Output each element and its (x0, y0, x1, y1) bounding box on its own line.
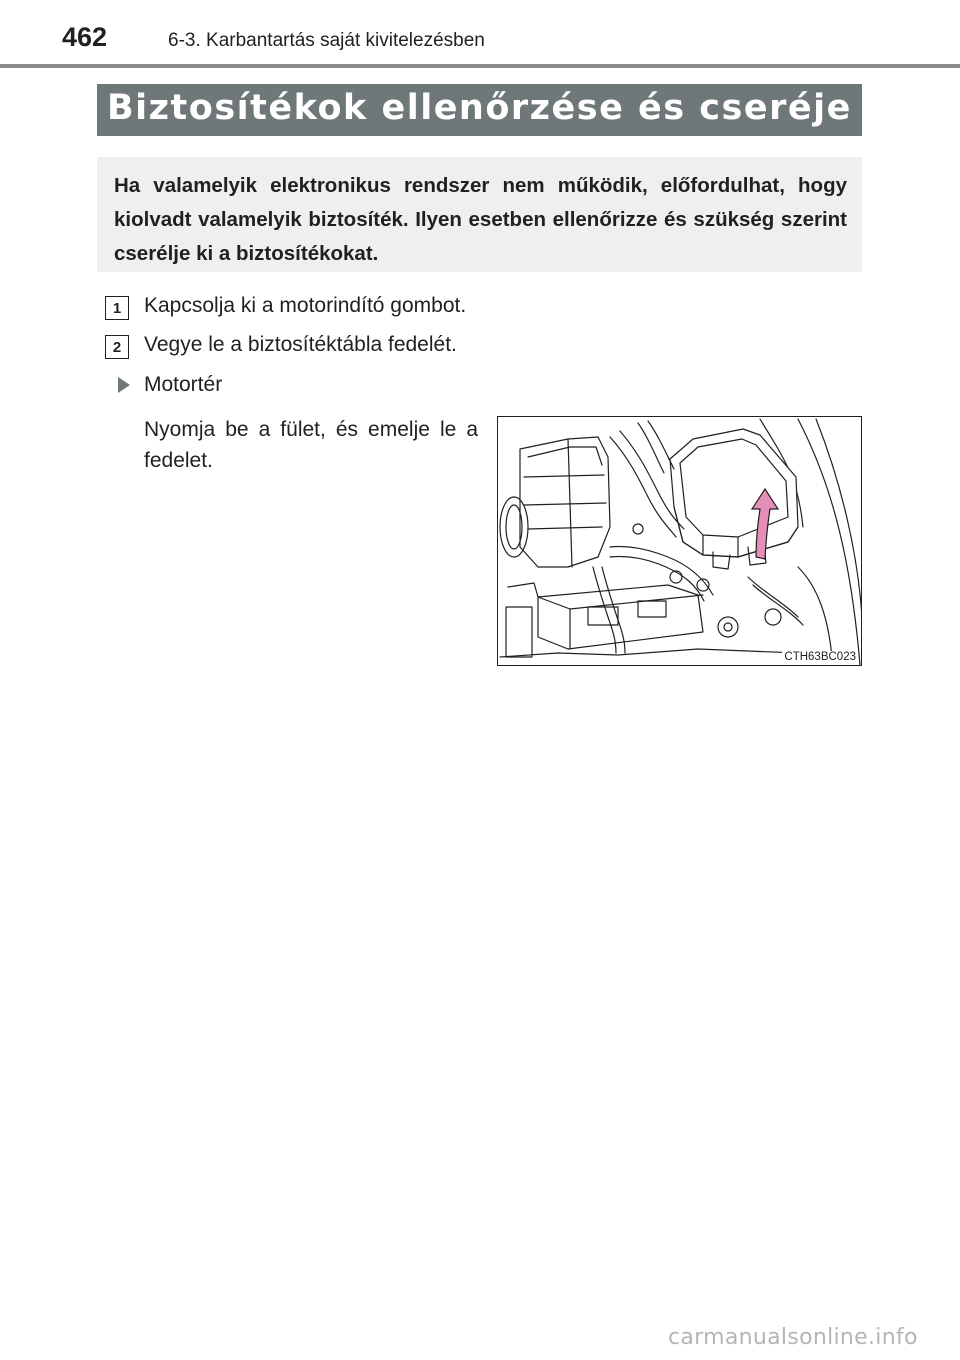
page-number: 462 (62, 22, 108, 52)
section-title: Biztosítékok ellenőrzése és cseréje (107, 88, 852, 128)
watermark: carmanualsonline.info (668, 1325, 918, 1350)
step-1-text: Kapcsolja ki a motorindító gombot. (144, 294, 467, 317)
intro-text: Ha valamelyik elektronikus rendszer nem működik, előfordulhat, hogy kiolvadt valamelyik biztosíték. Ilyen esetben ellenőrizze és szükség szerint cserélje ki a biztosítékokat. (114, 174, 847, 265)
intro-box (97, 157, 862, 272)
engine-bay-illustration (497, 416, 862, 666)
figure-code: CTH63BC023 (784, 651, 856, 663)
instruction-text: Nyomja be a fület, és emelje le a fedelet. (144, 418, 478, 472)
page-header (0, 0, 960, 70)
step-2-text: Vegye le a biztosítéktábla fedelét. (144, 333, 457, 356)
section-title-banner (97, 84, 862, 136)
step-1-badge: 1 (105, 296, 129, 320)
step-2-badge: 2 (105, 335, 129, 359)
chapter-title: 6-3. Karbantartás saját kivitelezésben (168, 30, 485, 51)
engine-bay-drawing (498, 417, 862, 666)
subsection-heading: Motortér (144, 373, 223, 396)
header-divider (0, 64, 960, 68)
triangle-bullet-icon (118, 377, 130, 393)
